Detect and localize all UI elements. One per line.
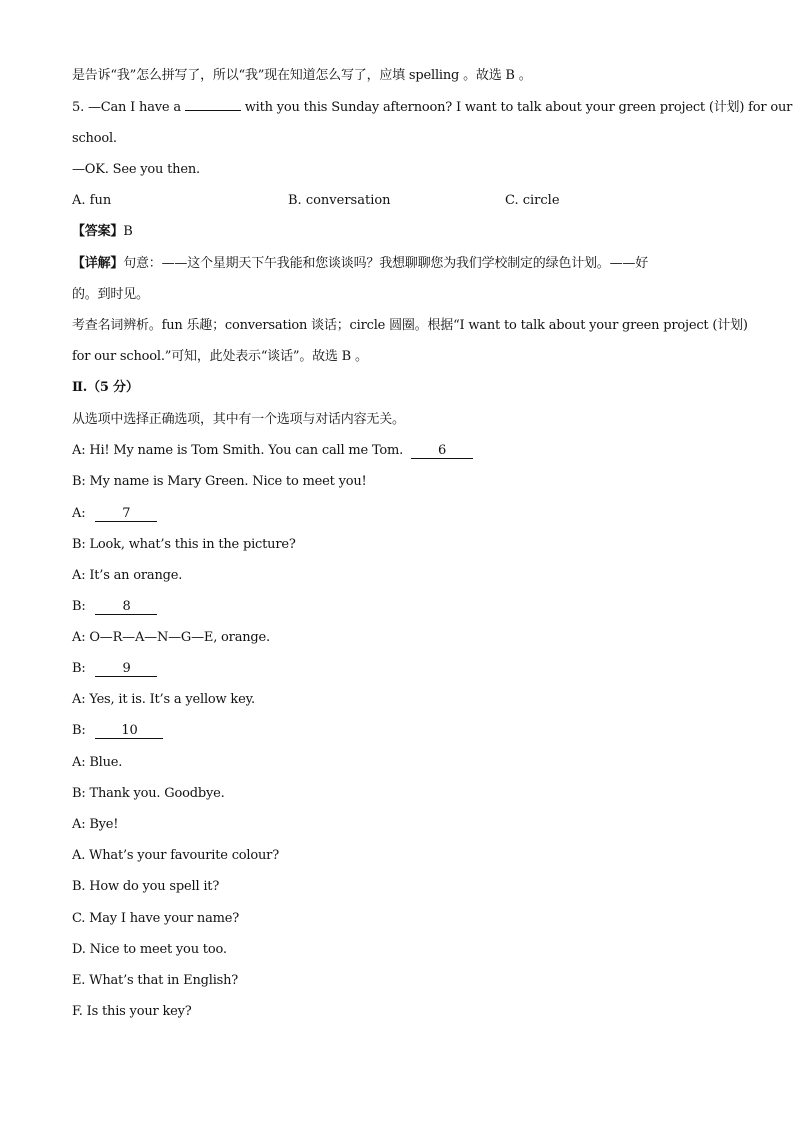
choice-a: A. What’s your favourite colour? xyxy=(72,848,279,863)
stem-part-b: with you this Sunday afternoon? I want to talk about your green project (计划) for our xyxy=(244,100,793,115)
question-5-stem-cont: school. xyxy=(72,131,117,146)
dialogue-text: Look, what’s this in the picture? xyxy=(89,537,296,552)
blank-9: 9 xyxy=(95,662,157,677)
speaker: B: xyxy=(72,599,86,614)
choice-d: D. Nice to meet you too. xyxy=(72,942,227,957)
dialogue-text: It’s an orange. xyxy=(89,568,183,583)
speaker: A: xyxy=(72,630,86,645)
option-a: A. fun xyxy=(72,193,112,208)
dialogue-line xyxy=(72,661,157,677)
dialogue-line xyxy=(72,599,157,615)
dialogue-text: Hi! My name is Tom Smith. You can call me Tom. xyxy=(89,443,404,458)
dialogue-line xyxy=(72,537,296,553)
dialogue-text: Blue. xyxy=(89,755,123,770)
dialogue-line xyxy=(72,817,118,833)
blank-6: 6 xyxy=(411,444,473,459)
speaker: A: xyxy=(72,506,86,521)
dialogue-text: Bye! xyxy=(89,817,119,832)
detail-line-2: 的。到时见。 xyxy=(72,287,149,302)
dialogue-text: Yes, it is. It’s a yellow key. xyxy=(89,692,255,707)
speaker: B: xyxy=(72,786,86,801)
dialogue-line xyxy=(72,506,157,522)
section-heading: Ⅱ.（5 分） xyxy=(72,380,139,395)
detail-line-3: 考查名词辨析。fun 乐趣；conversation 谈话；circle 圆圈。根据“I want to talk about your green project (计划) xyxy=(72,318,748,333)
speaker: B: xyxy=(72,474,86,489)
speaker: B: xyxy=(72,661,86,676)
answer-label: 【答案】 xyxy=(72,224,124,239)
dialogue-text: My name is Mary Green. Nice to meet you! xyxy=(89,474,367,489)
blank-7: 7 xyxy=(95,507,157,522)
dialogue-line xyxy=(72,692,255,708)
choice-f: F. Is this your key? xyxy=(72,1004,192,1019)
question-5-reply: —OK. See you then. xyxy=(72,162,200,177)
dialogue-line xyxy=(72,630,270,646)
dialogue-line xyxy=(72,474,367,490)
option-b: B. conversation xyxy=(288,193,391,208)
question-number: 5. xyxy=(72,100,85,115)
speaker: A: xyxy=(72,755,86,770)
answer-value: B xyxy=(123,224,133,239)
speaker: A: xyxy=(72,443,86,458)
detail-line-1 xyxy=(72,256,648,272)
dialogue-line xyxy=(72,443,473,459)
previous-explanation-tail: 是告诉“我”怎么拼写了，所以“我”现在知道怎么写了，应填 spelling 。故选 B 。 xyxy=(72,68,532,83)
detail-line-4: for our school.”可知，此处表示“谈话”。故选 B 。 xyxy=(72,349,368,364)
dialogue-line xyxy=(72,786,225,802)
speaker: B: xyxy=(72,723,86,738)
choice-c: C. May I have your name? xyxy=(72,911,240,926)
speaker: A: xyxy=(72,817,86,832)
answer-line xyxy=(72,224,133,240)
stem-part-a: —Can I have a xyxy=(87,100,181,115)
dialogue-line xyxy=(72,568,182,584)
speaker: B: xyxy=(72,537,86,552)
answer-blank xyxy=(185,110,241,111)
blank-8: 8 xyxy=(95,600,157,615)
section-instruction: 从选项中选择正确选项，其中有一个选项与对话内容无关。 xyxy=(72,412,405,427)
speaker: A: xyxy=(72,692,86,707)
option-c: C. circle xyxy=(505,193,560,208)
choice-e: E. What’s that in English? xyxy=(72,973,239,988)
blank-10: 10 xyxy=(95,724,163,739)
dialogue-text: O—R—A—N—G—E, orange. xyxy=(89,630,270,645)
dialogue-line xyxy=(72,755,122,771)
dialogue-text: Thank you. Goodbye. xyxy=(89,786,225,801)
detail-label: 【详解】 xyxy=(72,256,124,271)
speaker: A: xyxy=(72,568,86,583)
dialogue-line xyxy=(72,723,163,739)
choice-b: B. How do you spell it? xyxy=(72,879,220,894)
question-5-stem xyxy=(72,100,792,116)
detail-text-1: 句意：——这个星期天下午我能和您谈谈吗？我想聊聊您为我们学校制定的绿色计划。——好 xyxy=(123,256,649,271)
